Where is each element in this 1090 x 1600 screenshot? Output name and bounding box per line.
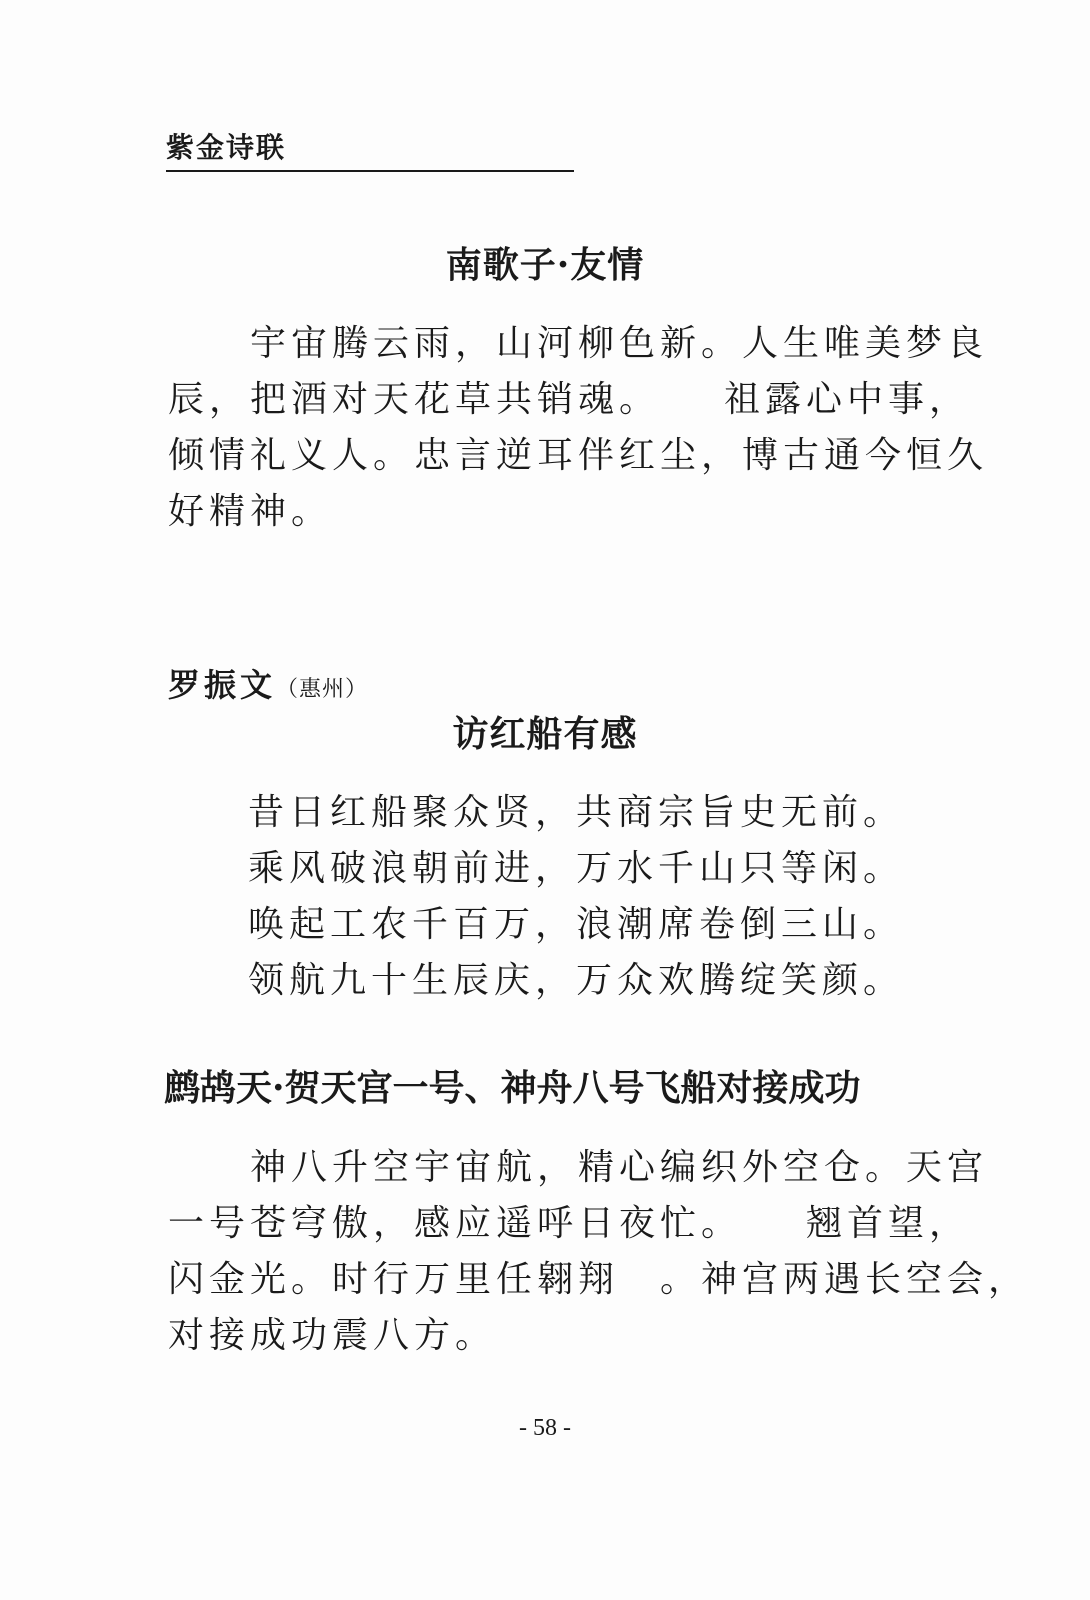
poem-line: 辰，把酒对天花草共销魂。 祖露心中事， xyxy=(168,379,971,420)
header-rule xyxy=(166,170,574,172)
author-line xyxy=(168,665,368,710)
poem-title-2: 访红船有感 xyxy=(452,713,638,755)
poem-line: 宇宙腾云雨，山河柳色新。人生唯美梦良 xyxy=(168,323,989,364)
running-header xyxy=(166,130,574,172)
poem-body-1 xyxy=(168,316,989,540)
poem-line: 对接成功震八方。 xyxy=(168,1315,497,1356)
poem-line: 领航九十生辰庆，万众欢腾绽笑颜。 xyxy=(248,960,905,1001)
poem-title-1: 南歌子·友情 xyxy=(445,244,645,286)
poem-body-3 xyxy=(168,1140,1030,1364)
poem-line: 一号苍穹傲，感应遥呼日夜忙。 翘首望， xyxy=(168,1203,971,1244)
poem-line: 好精神。 xyxy=(168,491,333,532)
author-name: 罗振文 xyxy=(168,666,277,704)
poem-line: 昔日红船聚众贤，共商宗旨史无前。 xyxy=(248,792,905,833)
poem-body-2 xyxy=(248,785,948,1009)
author-place: （惠州） xyxy=(276,677,369,702)
header-title: 紫金诗联 xyxy=(166,131,287,164)
poem-line: 唤起工农千百万，浪潮席卷倒三山。 xyxy=(248,904,905,945)
poem-line: 倾情礼义人。忠言逆耳伴红尘，博古通今恒久 xyxy=(168,435,989,476)
poem-line: 乘风破浪朝前进，万水千山只等闲。 xyxy=(248,848,905,889)
poem-line: 神八升空宇宙航，精心编织外空仓。天宫 xyxy=(168,1147,989,1188)
page-number: - 58 - xyxy=(519,1415,571,1441)
poem-title-3: 鹧鸪天·贺天宫一号、神舟八号飞船对接成功 xyxy=(164,1067,861,1109)
poem-line: 闪金光。时行万里任翱翔 。神宫两遇长空会， xyxy=(168,1259,1030,1300)
